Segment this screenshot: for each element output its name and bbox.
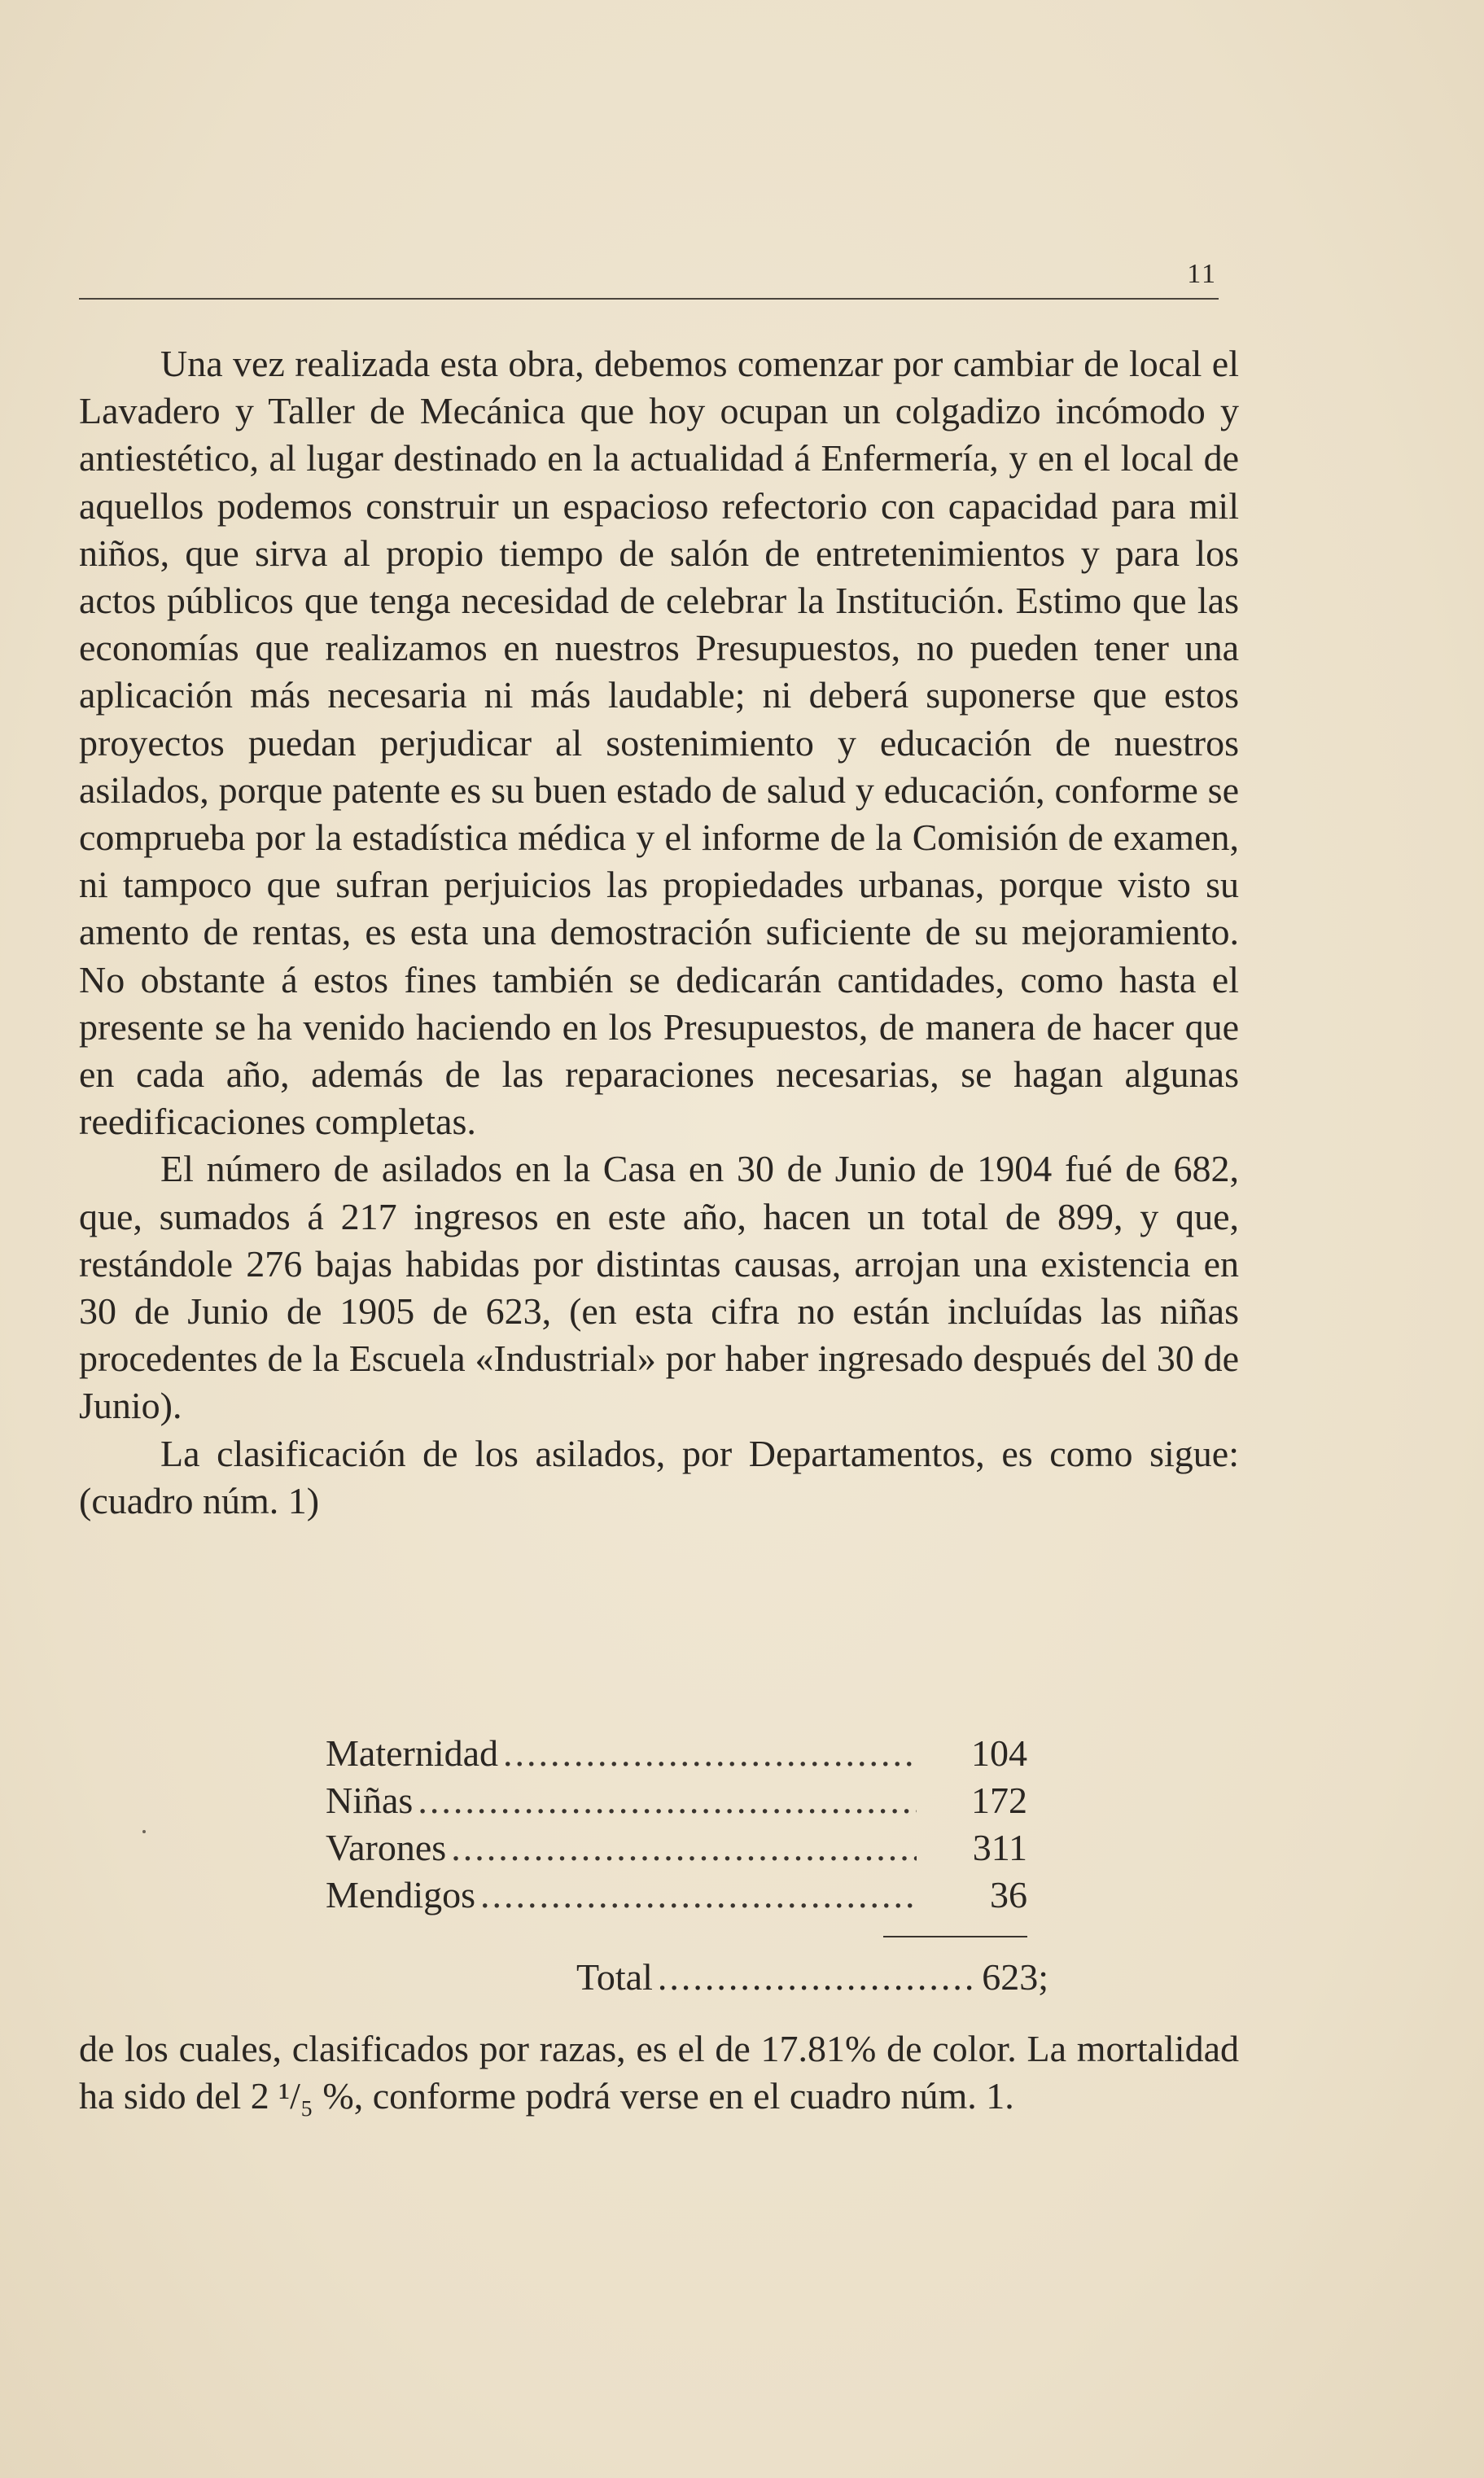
row-label: Niñas bbox=[326, 1780, 414, 1821]
row-label: Maternidad bbox=[326, 1732, 499, 1774]
table-row bbox=[326, 1777, 1027, 1824]
sum-rule bbox=[883, 1936, 1027, 1937]
page-number: 11 bbox=[1187, 259, 1217, 289]
table-row bbox=[326, 1730, 1027, 1777]
row-value: 104 bbox=[971, 1732, 1027, 1774]
paragraph-3: La clasificación de los asilados, por Departamentos, es como sigue: (cuadro núm. 1) bbox=[79, 1432, 1239, 1521]
leader-dots bbox=[480, 1872, 917, 1919]
header-rule bbox=[79, 298, 1219, 300]
leader-dots bbox=[418, 1777, 917, 1824]
row-value: 311 bbox=[972, 1827, 1027, 1868]
paragraph-1: Una vez realizada esta obra, debemos comenzar por cambiar de local el Lavadero y Taller de Mecánica que hoy ocupan un colgadizo incómodo y antiestético, al lugar destinado en la actualidad á Enfermería, y en el local de aquellos podemos construir un espacioso refectorio con capacidad para mil niños, que sirva al propio tiempo de salón de entretenimientos y para los actos públicos que tenga necesidad de celebrar la Institución. Estimo que las economías que realizamos en nuestros Presupuestos, no pueden tener una aplicación más necesaria ni más laudable; ni deberá suponerse que estos proyectos puedan perjudicar al sostenimiento y educación de nuestros asilados, porque patente es su buen estado de salud y educación, conforme se comprueba por la estadística médica y el informe de la Comisión de examen, ni tampoco que sufran perjuicios las propiedades urbanas, porque visto su amento de rentas, es esta una demostración suficiente de su mejoramiento. No obstante á estos fines también se dedicarán cantidades, como hasta el presente se ha venido haciendo en los Presupuestos, de manera de hacer que en cada año, además de las reparaciones necesarias, se hagan algunas reedificaciones completas. bbox=[79, 343, 1239, 1143]
leader-dots bbox=[451, 1824, 917, 1872]
table-row bbox=[326, 1872, 1027, 1919]
row-value: 172 bbox=[971, 1780, 1027, 1821]
department-table bbox=[326, 1730, 1027, 1919]
paragraph-2: El número de asilados en la Casa en 30 de Junio de 1904 fué de 682, que, sumados á 217 ingresos en este año, hacen un total de 899, y que, restándole 276 bajas habidas por distintas causas, arrojan una existencia en 30 de Junio de 1905 de 623, (en esta cifra no están incluídas las niñas procedentes de la Escuela «Industrial» por haber ingresado después del 30 de Junio). bbox=[79, 1148, 1239, 1427]
closing-paragraph: de los cuales, clasificados por razas, es el de 17.81% de color. La mortalidad ha sido del 2 ¹/₅ %, conforme podrá verse en el cuadro núm. 1. bbox=[79, 2028, 1239, 2117]
table-row bbox=[326, 1824, 1027, 1872]
total-value: 623; bbox=[982, 1956, 1048, 1998]
leader-dots bbox=[658, 1954, 977, 2001]
leader-dots bbox=[503, 1730, 917, 1777]
closing-text bbox=[79, 2025, 1239, 2120]
total-label: Total bbox=[576, 1956, 653, 1998]
row-label: Varones bbox=[326, 1827, 447, 1868]
row-value: 36 bbox=[990, 1874, 1027, 1915]
total-row bbox=[576, 1954, 1048, 2001]
body-text bbox=[79, 340, 1239, 1525]
paper-speck bbox=[142, 1830, 146, 1833]
row-label: Mendigos bbox=[326, 1874, 475, 1915]
